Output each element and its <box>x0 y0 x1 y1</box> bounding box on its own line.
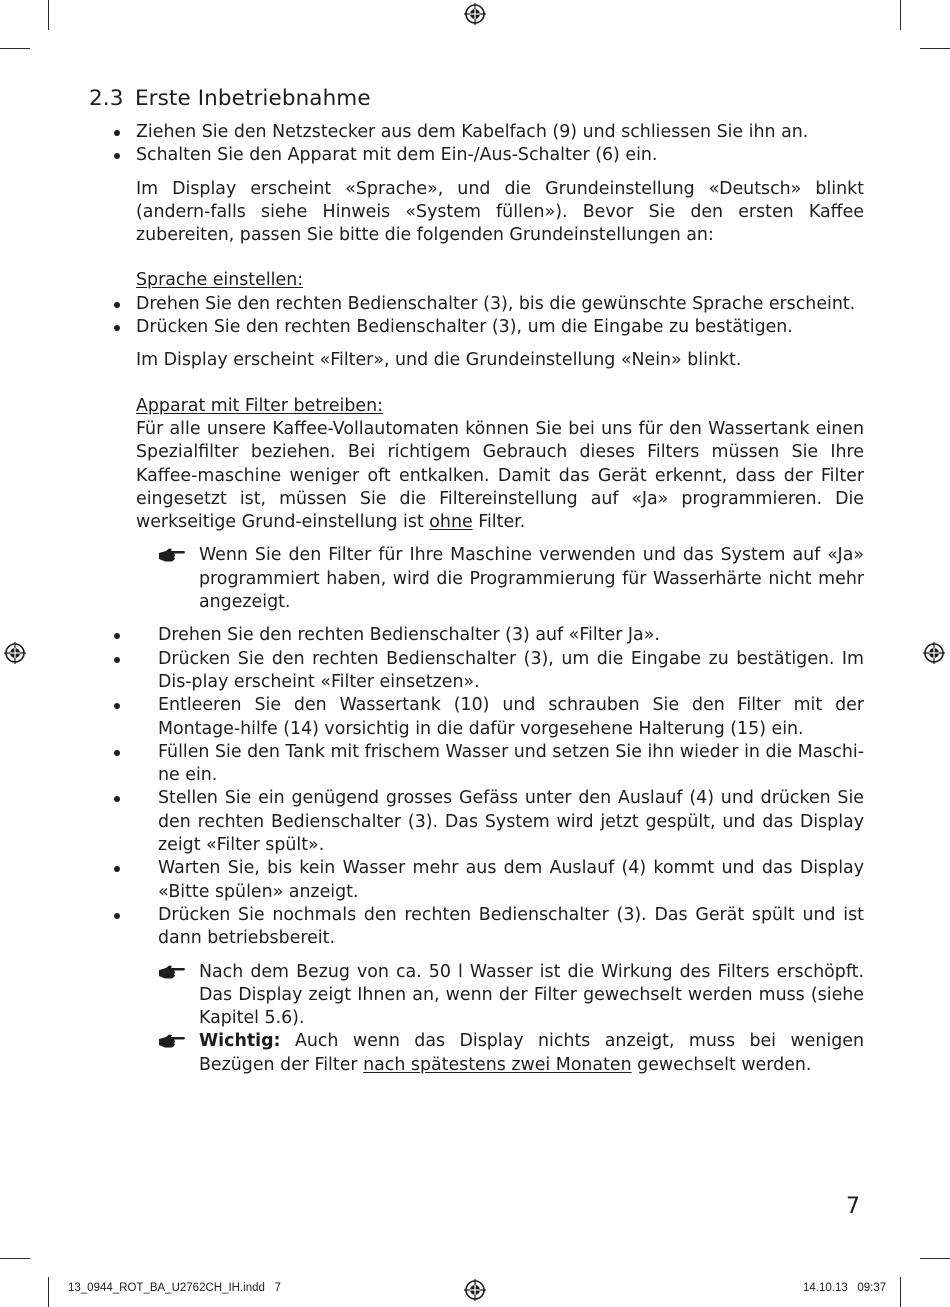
list-item: Schalten Sie den Apparat mit dem Ein-/Aus-Schalter (6) ein. <box>114 144 864 167</box>
section-body <box>136 121 864 1077</box>
footer-file-info: 13_0944_ROT_BA_U2762CH_IH.indd 7 <box>68 1282 281 1294</box>
crop-mark <box>48 1277 49 1307</box>
list-item: Füllen Sie den Tank mit frischem Wasser und setzen Sie ihn wieder in die Maschi-ne ein. <box>114 741 864 788</box>
page-number: 7 <box>846 1194 860 1219</box>
crop-mark <box>920 1258 950 1259</box>
filter-subheading: Apparat mit Filter betreiben: <box>136 395 383 416</box>
note-text: Wenn Sie den Filter für Ihre Maschine verwenden und das System auf «Ja» programmiert haben, wird die Programmierung für Wasserhärte nicht mehr angezeigt. <box>199 545 864 613</box>
note-block <box>136 1030 864 1077</box>
note-text: Nach dem Bezug von ca. 50 l Wasser ist die Wirkung des Filters erschöpft. Das Display zeigt Ihnen an, wenn der Filter gewechselt werden muss (siehe Kapitel 5.6). <box>199 961 864 1029</box>
registration-mark-icon <box>923 642 945 664</box>
list-item: Drehen Sie den rechten Bedienschalter (3) auf «Filter Ja». <box>114 624 864 647</box>
crop-mark <box>920 48 950 49</box>
pointing-hand-icon <box>158 1033 186 1049</box>
crop-mark <box>0 1258 30 1259</box>
pointing-hand-icon <box>158 964 186 980</box>
crop-mark <box>48 0 49 30</box>
list-item: Entleeren Sie den Wassertank (10) und schrauben Sie den Filter mit der Montage-hilfe (14) vorsichtig in die dafür vorgesehene Halterung (15) ein. <box>114 694 864 741</box>
registration-mark-icon <box>4 642 26 664</box>
footer-datetime: 14.10.13 09:37 <box>803 1282 887 1294</box>
list-item: Drücken Sie den rechten Bedienschalter (3), um die Eingabe zu bestätigen. Im Dis-play erscheint «Filter einsetzen». <box>114 648 864 695</box>
language-bullet-list <box>114 293 864 340</box>
intro-paragraph: Im Display erscheint «Sprache», und die Grundeinstellung «Deutsch» blinkt (andern-falls siehe Hinweis «System füllen»). Bevor Sie den ersten Kaffee zubereiten, passen Sie bitte die folgenden Grundeinstellungen an: <box>136 178 864 246</box>
list-item: Drücken Sie den rechten Bedienschalter (3), um die Eingabe zu bestätigen. <box>114 316 864 339</box>
section-heading <box>89 86 371 111</box>
list-item: Drücken Sie nochmals den rechten Bedienschalter (3). Das Gerät spült und ist dann betriebsbereit. <box>114 904 864 951</box>
list-item: Warten Sie, bis kein Wasser mehr aus dem Auslauf (4) kommt und das Display «Bitte spülen» anzeigt. <box>114 857 864 904</box>
section-title: Erste Inbetriebnahme <box>135 86 371 111</box>
crop-mark <box>900 1277 901 1307</box>
note-important-label: Wichtig: <box>199 1031 281 1052</box>
language-subheading: Sprache einstellen: <box>136 270 304 291</box>
pointing-hand-icon <box>158 547 186 563</box>
note-underlined-text: nach spätestens zwei Monaten <box>363 1054 632 1075</box>
filter-paragraph-end: Filter. <box>478 512 526 533</box>
note-text: Auch wenn das Display nichts anzeigt, muss bei wenigen Bezügen der Filter <box>199 1031 864 1075</box>
list-item: Stellen Sie ein genügend grosses Gefäss unter den Auslauf (4) und drücken Sie den rechten Bedienschalter (3). Das System wird jetzt gespült, und das Display zeigt «Filter spült». <box>114 787 864 857</box>
list-item: Drehen Sie den rechten Bedienschalter (3), bis die gewünschte Sprache erscheint. <box>114 293 864 316</box>
crop-mark <box>900 0 901 30</box>
list-item: Ziehen Sie den Netzstecker aus dem Kabelfach (9) und schliessen Sie ihn an. <box>114 121 864 144</box>
registration-mark-icon <box>464 1279 486 1301</box>
note-text-end: gewechselt werden. <box>637 1054 812 1075</box>
language-result-text: Im Display erscheint «Filter», und die Grundeinstellung «Nein» blinkt. <box>136 350 742 371</box>
filter-steps-list <box>136 624 864 950</box>
crop-mark <box>0 48 30 49</box>
intro-bullet-list <box>114 121 864 168</box>
filter-paragraph <box>136 418 864 534</box>
filter-paragraph-start: Für alle unsere Kaffee-Vollautomaten können Sie bei uns für den Wassertank einen Spezialfilter beziehen. Bei richtigem Gebrauch dieses Filters müssen Sie Ihre Kaffee-maschine weniger oft entkalken. Damit das Gerät erkennt, dass der Filter eingesetzt ist, müssen Sie die Filtereinstellung auf «Ja» programmieren. Die werkseitige Grund-einstellung ist <box>136 418 864 533</box>
registration-mark-icon <box>464 3 486 25</box>
note-block <box>136 544 864 614</box>
filter-paragraph-underlined: ohne <box>429 512 473 533</box>
note-block <box>136 961 864 1031</box>
section-number: 2.3 <box>89 86 124 111</box>
